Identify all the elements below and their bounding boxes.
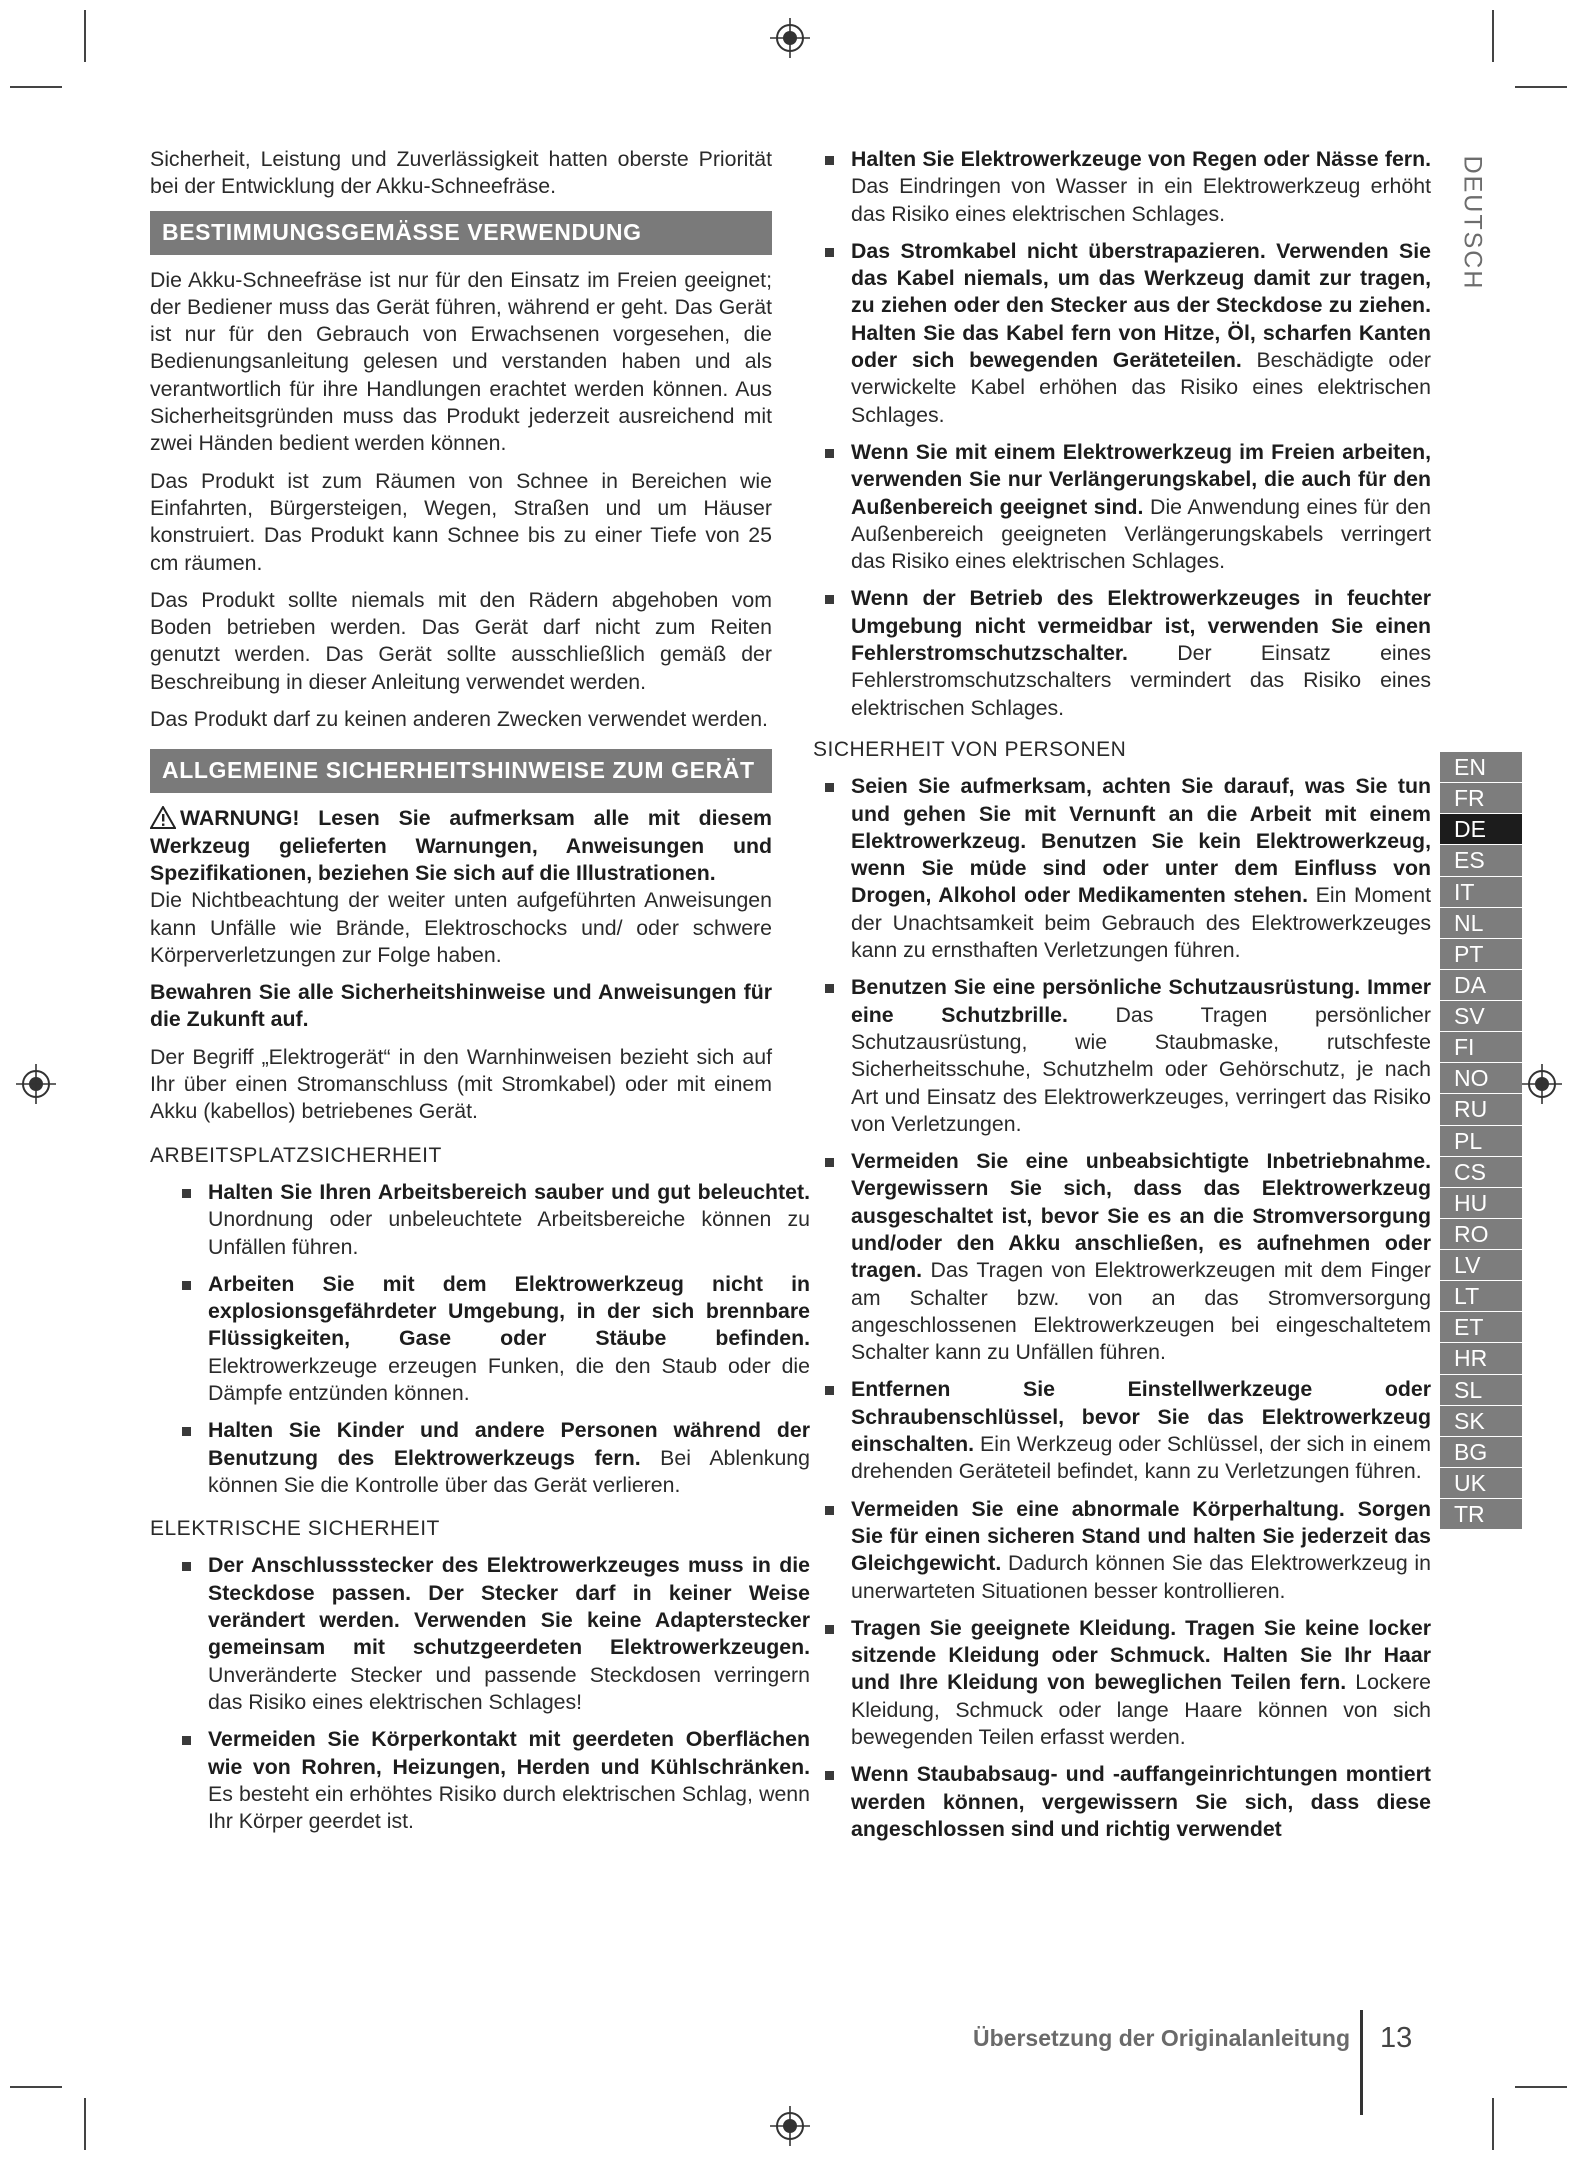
personal-safety-item bbox=[813, 1376, 1431, 1485]
language-tab-pt[interactable]: PT bbox=[1440, 939, 1522, 970]
warning-text: Die Nichtbeachtung der weiter unten aufgeführten Anweisungen kann Unfälle wie Brände, Elektroschocks und/ oder schwere Körperverletzungen zur Folge haben. bbox=[150, 888, 772, 967]
use-paragraph-1: Die Akku-Schneefräse ist nur für den Einsatz im Freien geeignet; der Bediener muss das Gerät führen, während er geht. Das Gerät ist nur für den Gebrauch von Erwachsenen vorgesehen, die Bedienungsanleitung gelesen und verstanden haben und als verantwortlich für ihre Handlungen erachtet werden können. Aus Sicherheitsgründen muss das Produkt jederzeit ausreichend mit zwei Händen bedient werden können. bbox=[150, 267, 772, 456]
electrical-safety-item-bold: Das Stromkabel nicht überstrapazieren. Verwenden Sie das Kabel niemals, um das Werkzeug damit zur tragen, zu ziehen oder den Stecker aus der Steckdose zu ziehen. Halten Sie das Kabel fern von Hitze, Öl, scharfen Kanten oder sich bewegenden Geräteteilen. bbox=[851, 238, 1431, 373]
personal-safety-item bbox=[813, 1496, 1431, 1605]
language-tab-sl[interactable]: SL bbox=[1440, 1375, 1522, 1406]
personal-safety-item-text: Das Tragen persönlicher Schutzausrüstung, wie Staubmaske, rutschfeste Sicherheitsschuhe, Schutzhelm oder Gehörschutz, je nach Art und Einsatz des Elektrowerkzeuges, verringert das Risiko von Verletzungen. bbox=[851, 1002, 1431, 1136]
language-tab-bg[interactable]: BG bbox=[1440, 1437, 1522, 1468]
workplace-safety-item-bold: Halten Sie Kinder und andere Personen während der Benutzung des Elektrowerkzeugs fern. bbox=[208, 1418, 810, 1470]
electrical-safety-item-text: Das Eindringen von Wasser in ein Elektrowerkzeug erhöht das Risiko eines elektrischen Schlages. bbox=[851, 174, 1431, 226]
language-tab-de[interactable]: DE bbox=[1440, 814, 1522, 845]
language-tab-uk[interactable]: UK bbox=[1440, 1468, 1522, 1499]
electrical-safety-item-text: Der Einsatz eines Fehlerstromschutzschalters vermindert das Risiko eines elektrischen Schlages. bbox=[851, 641, 1431, 720]
electrical-safety-item bbox=[813, 439, 1431, 575]
workplace-safety-item-bold: Halten Sie Ihren Arbeitsbereich sauber und gut beleuchtet. bbox=[208, 1179, 810, 1204]
use-paragraph-4: Das Produkt darf zu keinen anderen Zwecken verwendet werden. bbox=[150, 707, 768, 732]
language-tab-tr[interactable]: TR bbox=[1440, 1499, 1522, 1530]
electrical-safety-item bbox=[813, 146, 1431, 228]
electrical-safety-item-bold: Halten Sie Elektrowerkzeuge von Regen oder Nässe fern. bbox=[851, 147, 1431, 171]
crop-mark bbox=[10, 86, 62, 88]
electrical-safety-item-bold: Wenn der Betrieb des Elektrowerkzeuges in feuchter Umgebung nicht vermeidbar ist, verwenden Sie einen Fehlerstromschutzschalter. bbox=[851, 586, 1431, 666]
language-tab-fi[interactable]: FI bbox=[1440, 1032, 1522, 1063]
electrical-safety-item bbox=[170, 1552, 810, 1716]
personal-safety-item-bold: Vermeiden Sie eine abnormale Körperhaltung. Sorgen Sie für einen sicheren Stand und halten Sie jederzeit das Gleichgewicht. bbox=[851, 1496, 1431, 1576]
language-tab-da[interactable]: DA bbox=[1440, 970, 1522, 1001]
workplace-safety-item bbox=[170, 1271, 810, 1407]
crop-mark bbox=[1515, 86, 1567, 88]
heading-workplace-safety: ARBEITSPLATZSICHERHEIT bbox=[150, 1143, 442, 1167]
workplace-safety-item bbox=[170, 1417, 810, 1499]
personal-safety-item-bold: Seien Sie aufmerksam, achten Sie darauf, was Sie tun und gehen Sie mit Vernunft an die Arbeit mit einem Elektrowerkzeug. Benutzen Sie kein Elektrowerkzeug, wenn Sie müde sind oder unter dem Einfluss von Drogen, Alkohol oder Medikamenten stehen. bbox=[851, 774, 1431, 908]
language-tab-lv[interactable]: LV bbox=[1440, 1250, 1522, 1281]
personal-safety-item bbox=[813, 773, 1431, 964]
electrical-safety-item-text: Beschädigte oder verwickelte Kabel erhöhen das Risiko eines elektrischen Schlages. bbox=[851, 348, 1431, 427]
language-tab-ro[interactable]: RO bbox=[1440, 1219, 1522, 1250]
crop-mark bbox=[1515, 2086, 1567, 2088]
heading-electrical-safety: ELEKTRISCHE SICHERHEIT bbox=[150, 1517, 440, 1541]
personal-safety-item bbox=[813, 1761, 1431, 1843]
personal-safety-item bbox=[813, 1148, 1431, 1366]
warning-bold-text bbox=[150, 805, 772, 887]
personal-safety-item-text: Dadurch können Sie das Elektrowerkzeug in unerwarteten Situationen besser kontrollieren. bbox=[851, 1551, 1431, 1603]
heading-intended-use: BESTIMMUNGSGEMÄSSE VERWENDUNG bbox=[150, 211, 772, 255]
language-tab-nl[interactable]: NL bbox=[1440, 908, 1522, 939]
language-tab-sk[interactable]: SK bbox=[1440, 1406, 1522, 1437]
workplace-safety-list bbox=[150, 1179, 810, 1499]
language-tab-et[interactable]: ET bbox=[1440, 1312, 1522, 1343]
footer-divider bbox=[1360, 2010, 1363, 2115]
language-tab-en[interactable]: EN bbox=[1440, 752, 1522, 783]
registration-mark-icon bbox=[768, 16, 812, 60]
electrical-safety-list bbox=[150, 1552, 810, 1835]
warning-triangle-icon bbox=[150, 806, 176, 829]
side-language-label: DEUTSCH bbox=[1458, 155, 1487, 291]
personal-safety-list bbox=[813, 773, 1431, 1843]
heading-general-safety: ALLGEMEINE SICHERHEITSHINWEISE ZUM GERÄT bbox=[150, 749, 772, 793]
language-tab-ru[interactable]: RU bbox=[1440, 1094, 1522, 1125]
language-tab-sv[interactable]: SV bbox=[1440, 1001, 1522, 1032]
language-tab-es[interactable]: ES bbox=[1440, 845, 1522, 876]
workplace-safety-item-text: Elektrowerkzeuge erzeugen Funken, die den Staub oder die Dämpfe entzünden können. bbox=[208, 1353, 810, 1405]
workplace-safety-item-text: Unordnung oder unbeleuchtete Arbeitsbereiche können zu Unfällen führen. bbox=[208, 1207, 810, 1259]
personal-safety-item-text: Lockere Kleidung, Schmuck oder lange Haare können von sich bewegenden Teilen erfasst werden. bbox=[851, 1670, 1432, 1750]
language-tabs bbox=[1440, 752, 1522, 1530]
registration-mark-icon bbox=[768, 2104, 812, 2148]
personal-safety-item-bold: Wenn Staubabsaug- und -auffangeinrichtungen montiert werden können, vergewissern Sie sich, dass diese angeschlossen sind und richtig verwendet bbox=[851, 1762, 1431, 1841]
language-tab-hu[interactable]: HU bbox=[1440, 1188, 1522, 1219]
language-tab-it[interactable]: IT bbox=[1440, 877, 1522, 908]
registration-mark-icon bbox=[14, 1062, 58, 1106]
language-tab-pl[interactable]: PL bbox=[1440, 1126, 1522, 1157]
electrical-safety-item-text: Es besteht ein erhöhtes Risiko durch elektrischen Schlag, wenn Ihr Körper geerdet ist. bbox=[208, 1781, 810, 1834]
personal-safety-item bbox=[813, 1615, 1431, 1751]
crop-mark bbox=[1492, 2098, 1494, 2150]
language-tab-no[interactable]: NO bbox=[1440, 1063, 1522, 1094]
personal-safety-item-bold: Entfernen Sie Einstellwerkzeuge oder Schraubenschlüssel, bevor Sie das Elektrowerkzeug einschalten. bbox=[851, 1377, 1431, 1457]
registration-mark-icon bbox=[1520, 1062, 1564, 1106]
electrical-safety-item-text: Unveränderte Stecker und passende Steckdosen verringern das Risiko eines elektrischen Schlages! bbox=[208, 1662, 810, 1714]
workplace-safety-item-bold: Arbeiten Sie mit dem Elektrowerkzeug nicht in explosionsgefährdeter Umgebung, in der sich brennbare Flüssigkeiten, Gase oder Stäube befinden. bbox=[208, 1271, 810, 1351]
electrical-safety-item-bold: Vermeiden Sie Körperkontakt mit geerdeten Oberflächen wie von Rohren, Heizungen, Herden und Kühlschränken. bbox=[208, 1727, 810, 1779]
crop-mark bbox=[10, 2086, 62, 2088]
right-column bbox=[813, 146, 1431, 1853]
warning-bold-span: WARNUNG! Lesen Sie aufmerksam alle mit diesem Werkzeug gelieferten Warnungen, Anweisungen und Spezifikationen, beziehen Sie sich auf die Illustrationen. bbox=[150, 806, 772, 885]
heading-personal-safety: SICHERHEIT VON PERSONEN bbox=[813, 737, 1127, 761]
language-tab-cs[interactable]: CS bbox=[1440, 1157, 1522, 1188]
intro-paragraph: Sicherheit, Leistung und Zuverlässigkeit hatten oberste Priorität bei der Entwicklung der Akku-Schneefräse. bbox=[150, 147, 772, 199]
electrical-safety-item bbox=[813, 238, 1431, 429]
use-paragraph-2: Das Produkt ist zum Räumen von Schnee in Bereichen wie Einfahrten, Bürgersteigen, Wegen, Straßen und um Häuser konstruiert. Das Produkt kann Schnee bis zu einer Tiefe von 25 cm räumen. bbox=[150, 468, 772, 575]
crop-mark bbox=[84, 2098, 86, 2150]
crop-mark bbox=[84, 10, 86, 62]
use-paragraph-3: Das Produkt sollte niemals mit den Rädern abgehoben vom Boden betrieben werden. Das Gerät darf nicht zum Reiten genutzt werden. Das Gerät sollte ausschließlich gemäß der Beschreibung in dieser Anleitung verwendet werden. bbox=[150, 587, 772, 694]
electrical-safety-item-text: Die Anwendung eines für den Außenbereich geeigneten Verlängerungskabels verringert das Risiko eines elektrischen Schlages. bbox=[851, 494, 1431, 574]
workplace-safety-item bbox=[170, 1179, 810, 1261]
footer-title: Übersetzung der Originalanleitung bbox=[973, 2025, 1350, 2051]
language-tab-hr[interactable]: HR bbox=[1440, 1343, 1522, 1374]
keep-instructions-text: Bewahren Sie alle Sicherheitshinweise und Anweisungen für die Zukunft auf. bbox=[150, 980, 772, 1032]
electrical-safety-item bbox=[170, 1726, 810, 1835]
workplace-safety-item-text: Bei Ablenkung können Sie die Kontrolle über das Gerät verlieren. bbox=[208, 1445, 810, 1497]
electrical-safety-list-continued bbox=[813, 146, 1431, 722]
left-column bbox=[150, 146, 810, 1845]
term-paragraph: Der Begriff „Elektrogerät“ in den Warnhinweisen bezieht sich auf Ihr über einen Stromanschluss (mit Stromkabel) oder mit einem Akku (kabellos) betriebenes Gerät. bbox=[150, 1044, 772, 1124]
electrical-safety-item-bold: Wenn Sie mit einem Elektrowerkzeug im Freien arbeiten, verwenden Sie nur Verlängerungskabel, die auch für den Außenbereich geeignet sind. bbox=[851, 439, 1431, 519]
personal-safety-item bbox=[813, 974, 1431, 1138]
language-tab-fr[interactable]: FR bbox=[1440, 783, 1522, 814]
personal-safety-item-text: Das Tragen von Elektrowerkzeugen mit dem Finger am Schalter bzw. von an das Stromversorgung angeschlossenen Elektrowerkzeugen bei eingeschaltetem Schalter kann zu Unfällen führen. bbox=[851, 1258, 1431, 1365]
language-tab-lt[interactable]: LT bbox=[1440, 1281, 1522, 1312]
personal-safety-item-bold: Tragen Sie geeignete Kleidung. Tragen Sie keine locker sitzende Kleidung oder Schmuck. Halten Sie Ihr Haar und Ihre Kleidung von beweglichen Teilen fern. bbox=[851, 1615, 1431, 1695]
electrical-safety-item-bold: Der Anschlussstecker des Elektrowerkzeuges muss in die Steckdose passen. Der Stecker darf in keiner Weise verändert werden. Verwenden Sie keine Adapterstecker gemeinsam mit schutzgeerdeten Elektrowerkzeugen. bbox=[208, 1553, 810, 1660]
personal-safety-item-bold: Benutzen Sie eine persönliche Schutzausrüstung. Immer eine Schutzbrille. bbox=[851, 975, 1431, 1027]
page-number: 13 bbox=[1380, 2022, 1413, 2054]
personal-safety-item-text: Ein Werkzeug oder Schlüssel, der sich in einem drehenden Geräteteil befindet, kann zu Verletzungen führen. bbox=[851, 1432, 1431, 1484]
electrical-safety-item bbox=[813, 585, 1431, 721]
crop-mark bbox=[1492, 10, 1494, 62]
personal-safety-item-text: Ein Moment der Unachtsamkeit beim Gebrauch des Elektrowerkzeuges kann zu ernsthaften Verletzungen führen. bbox=[851, 883, 1431, 963]
personal-safety-item-bold: Vermeiden Sie eine unbeabsichtigte Inbetriebnahme. Vergewissern Sie sich, dass das Elektrowerkzeug ausgeschaltet ist, bevor Sie es an die Stromversorgung und/oder den Akku anschließen, es aufnehmen oder tragen. bbox=[851, 1149, 1431, 1283]
